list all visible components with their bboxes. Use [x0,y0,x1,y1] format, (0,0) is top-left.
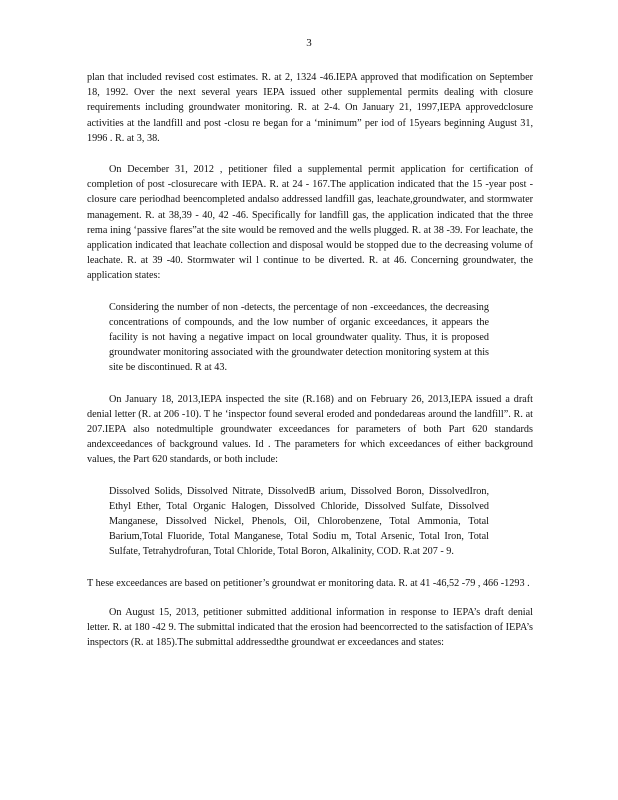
quote-groundwater-statement: Considering the number of non -detects, the percentage of non -exceedances, the decreasing concentrations of compounds, and the low number of organic exceedances, it appears the facility is not having a negative impact on local groundwater quality. Thus, it is proposed groundwater monitoring associated with the groundwater detection monitoring system at this site be discontinued. R at 43. [109,301,489,374]
quote-parameter-list: Dissolved Solids, Dissolved Nitrate, DissolvedB arium, Dissolved Boron, DissolvedIron, Ethyl Ether, Total Organic Halogen, Dissolved Chloride, Dissolved Sulfate, Dissolved Manganese, Dissolved Nickel, Phenols, Oil, Chlorobenzene, Total Ammonia, Total Barium,Total Fluoride, Total Manganese, Total Sodiu m, Total Arsenic, Total Iron, Total Sulfate, Tetrahydrofuran, Total Chloride, Total Boron, Alkalinity, COD. R.at 207 - 9. [109,485,489,558]
paragraph-august-submittal: On August 15, 2013, petitioner submitted additional information in response to IEPA’s draft denial letter. R. at 180 -42 9. The submittal indicated that the erosion had beencorrected to the satisfaction of IEPA’s inspectors (R. at 185).The submittal addressedthe groundwat er exceedances and states: [87,606,533,649]
page-number: 3 [306,37,312,49]
paragraph-december-application: On December 31, 2012 , petitioner filed a supplemental permit application for certification of completion of post -closurecare with IEPA. R. at 24 - 167.The application indicated that the 15 -year post -closure care periodhad beencompleted andalso addressed landfill gas, leachate,groundwater, and stormwater management. R. at 38,39 - 40, 42 -46. Specifically for landfill gas, the application indicated that the three rema ining ‘passive flares”at the site would be removed and the wells plugged. R. at 38 -39. For leachate, the application indicated that leachate collection and disposal would be stopped due to the decreasing volume of leachate. R. at 39 -40. Stormwater wil l continue to be diverted. R. at 46. Concerning groundwater, the application states: [87,164,533,282]
paragraph-plan-approval: plan that included revised cost estimates. R. at 2, 1324 -46.IEPA approved that modification on September 18, 1992. Over the next several years IEPA issued other supplemental permits dealing with closure requirements including groundwater monitoring. R. at 2-4. On January 21, 1997,IEPA approvedclosure activities at the landfill and post -closu re began for a ‘minimum” per iod of 15years beginning August 31, 1996 . R. at 3, 38. [87,72,533,144]
paragraph-january-inspection: On January 18, 2013,IEPA inspected the site (R.168) and on February 26, 2013,IEPA issued a draft denial letter (R. at 206 -10). T he ‘inspector found several eroded and pondedareas around the landfill”. R. at 207.IEPA also notedmultiple groundwater exceedances for parameters of both Part 620 standards andexceedances of background values. Id . The parameters for which exceedances of either background values, the Part 620 standards, or both include: [87,393,533,466]
page-body [87,70,533,667]
paragraph-exceedances-basis: T hese exceedances are based on petitioner’s groundwat er monitoring data. R. at 41 -46,52 -79 , 466 -1293 . [87,577,530,589]
